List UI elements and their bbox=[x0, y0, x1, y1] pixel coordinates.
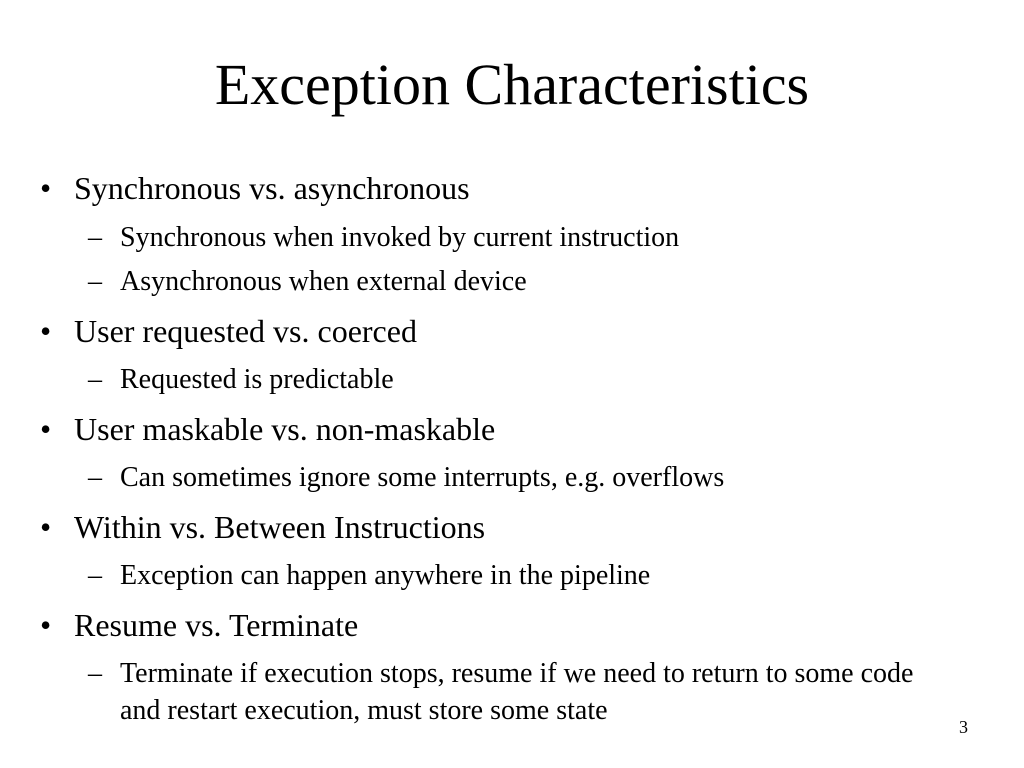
bullet-text: User requested vs. coerced bbox=[74, 313, 417, 349]
sub-bullet-item bbox=[88, 459, 725, 496]
bullet-icon: • bbox=[40, 411, 52, 447]
sub-bullet-item bbox=[88, 263, 527, 300]
bullet-item bbox=[40, 410, 496, 448]
bullet-text: Synchronous vs. asynchronous bbox=[74, 170, 470, 206]
bullet-icon: • bbox=[40, 607, 52, 643]
bullet-item bbox=[40, 169, 470, 207]
bullet-item bbox=[40, 312, 417, 350]
dash-icon: – bbox=[88, 222, 102, 253]
sub-bullet-item bbox=[88, 557, 651, 594]
sub-bullet-text: Can sometimes ignore some interrupts, e.g. overflows bbox=[120, 462, 725, 493]
bullet-icon: • bbox=[40, 509, 52, 545]
sub-bullet-item bbox=[88, 655, 950, 729]
sub-bullet-text: Terminate if execution stops, resume if we need to return to some code and restart execution, must store some state bbox=[120, 658, 914, 726]
bullet-text: Resume vs. Terminate bbox=[74, 607, 359, 643]
dash-icon: – bbox=[88, 364, 102, 395]
bullet-item bbox=[40, 606, 359, 644]
sub-bullet-text: Synchronous when invoked by current instruction bbox=[120, 222, 680, 253]
bullet-text: User maskable vs. non-maskable bbox=[74, 411, 496, 447]
dash-icon: – bbox=[88, 462, 102, 493]
sub-bullet-text: Requested is predictable bbox=[120, 364, 394, 395]
dash-icon: – bbox=[88, 560, 102, 591]
sub-bullet-text: Exception can happen anywhere in the pipeline bbox=[120, 560, 651, 591]
page-number: 3 bbox=[959, 717, 968, 737]
slide-title: Exception Characteristics bbox=[214, 52, 810, 117]
sub-bullet-item bbox=[88, 219, 680, 256]
bullet-icon: • bbox=[40, 313, 52, 349]
sub-bullet-text: Asynchronous when external device bbox=[120, 266, 527, 297]
sub-bullet-item bbox=[88, 361, 394, 398]
bullet-icon: • bbox=[40, 170, 52, 206]
bullet-text: Within vs. Between Instructions bbox=[74, 509, 486, 545]
bullet-item bbox=[40, 508, 486, 546]
dash-icon: – bbox=[88, 266, 102, 297]
dash-icon: – bbox=[88, 658, 102, 689]
